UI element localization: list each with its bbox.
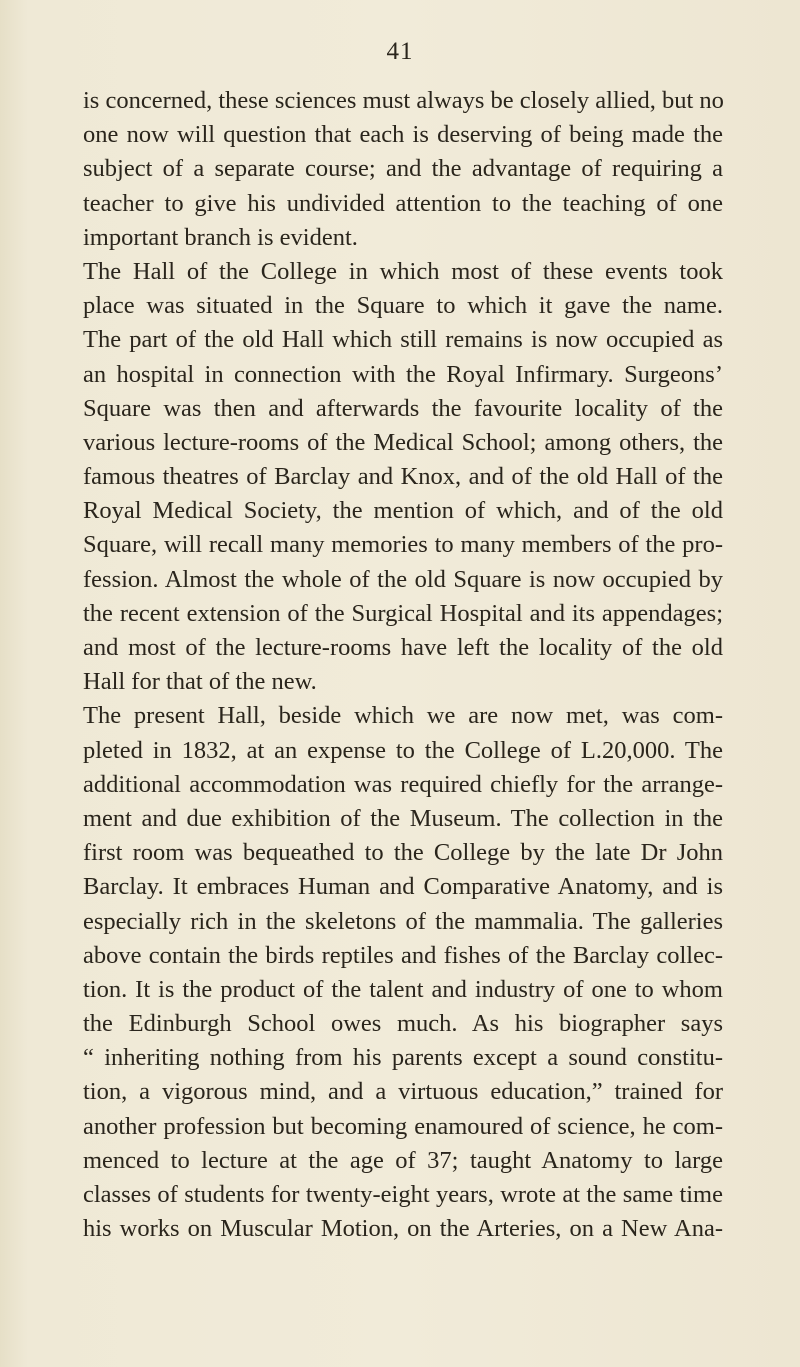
text-line: the recent extension of the Surgical Hospital and its appendages;: [83, 599, 723, 627]
text-line: is concerned, these sciences must always be closely allied, but no: [83, 87, 724, 114]
page-number: 41: [386, 38, 414, 65]
text-line: subject of a separate course; and the advantage of requiring a: [83, 155, 723, 183]
text-line: one now will question that each is deserving of being made the: [83, 121, 723, 149]
text-line: the Edinburgh School owes much. As his biographer says: [83, 1010, 723, 1038]
text-line: additional accommodation was required chiefly for the arrange-: [83, 770, 723, 798]
text-line: first room was bequeathed to the College by the late Dr John: [83, 839, 723, 867]
text-line: The present Hall, beside which we are now met, was com-: [83, 702, 723, 730]
text-line: classes of students for twenty-eight years, wrote at the same time: [83, 1181, 723, 1208]
paragraph: [83, 255, 723, 699]
text-line: pleted in 1832, at an expense to the College of L.20,000. The: [83, 736, 723, 764]
text-line: “ inheriting nothing from his parents except a sound constitu-: [83, 1044, 723, 1072]
text-line: tion, a vigorous mind, and a virtuous education,” trained for: [83, 1078, 723, 1106]
text-line: The part of the old Hall which still remains is now occupied as: [83, 326, 723, 354]
paragraph: [83, 699, 723, 1246]
text-line: menced to lecture at the age of 37; taught Anatomy to large: [83, 1146, 723, 1174]
text-line: teacher to give his undivided attention to the teaching of one: [83, 189, 723, 217]
text-line: and most of the lecture-rooms have left the locality of the old: [83, 634, 723, 661]
text-line: an hospital in connection with the Royal Infirmary. Surgeons’: [83, 360, 723, 388]
text-line: Royal Medical Society, the mention of which, and of the old: [83, 497, 723, 525]
text-line: Square was then and afterwards the favourite locality of the: [83, 394, 723, 422]
text-line: ment and due exhibition of the Museum. The collection in the: [83, 804, 723, 832]
text-line: tion. It is the product of the talent and industry of one to whom: [83, 975, 723, 1003]
text-line: Barclay. It embraces Human and Comparative Anatomy, and is: [83, 873, 723, 901]
text-line: place was situated in the Square to which it gave the name.: [83, 292, 723, 320]
body-text: [83, 84, 723, 1246]
text-line: Hall for that of the new.: [83, 668, 317, 696]
text-line: important branch is evident.: [83, 223, 358, 251]
text-line: The Hall of the College in which most of these events took: [83, 257, 723, 285]
text-line: various lecture-rooms of the Medical School; among others, the: [83, 428, 723, 456]
text-line: especially rich in the skeletons of the mammalia. The galleries: [83, 907, 723, 935]
text-line: his works on Muscular Motion, on the Arteries, on a New Ana-: [83, 1215, 723, 1243]
text-line: Square, will recall many memories to many members of the pro-: [83, 531, 723, 559]
text-line: fession. Almost the whole of the old Square is now occupied by: [83, 565, 723, 593]
text-line: another profession but becoming enamoured of science, he com-: [83, 1112, 723, 1140]
text-line: famous theatres of Barclay and Knox, and of the old Hall of the: [83, 463, 723, 491]
text-line: above contain the birds reptiles and fishes of the Barclay collec-: [83, 941, 723, 969]
paragraph: [83, 84, 723, 255]
